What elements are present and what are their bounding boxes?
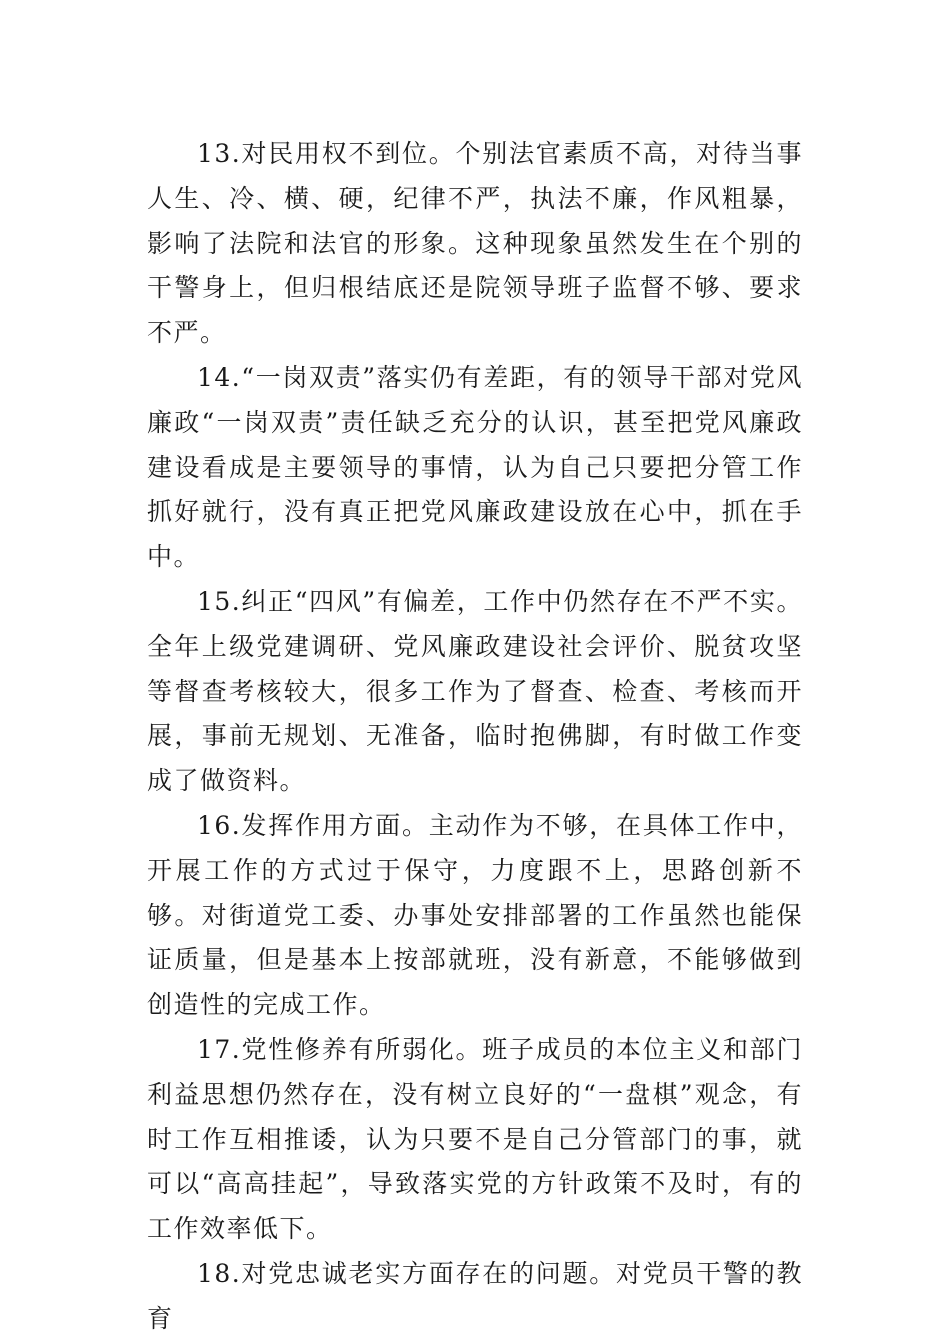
paragraph-14: 14.“一岗双责”落实仍有差距，有的领导干部对党风廉政“一岗双责”责任缺乏充分的认识，甚至把党风廉政建设看成是主要领导的事情，认为自己只要把分管工作抓好就行，没有真正把党风廉政建设放在心中，抓在手中。 (147, 362, 803, 572)
paragraph-18: 18.对党忠诚老实方面存在的问题。对党员干警的教育 (147, 1258, 803, 1333)
document-body (147, 132, 803, 1342)
paragraph-13: 13.对民用权不到位。个别法官素质不高，对待当事人生、冷、横、硬，纪律不严，执法不廉，作风粗暴，影响了法院和法官的形象。这种现象虽然发生在个别的干警身上，但归根结底还是院领导班子监督不够、要求不严。 (147, 139, 803, 348)
paragraph-16: 16.发挥作用方面。主动作为不够，在具体工作中，开展工作的方式过于保守，力度跟不上，思路创新不够。对街道党工委、办事处安排部署的工作虽然也能保证质量，但是基本上按部就班，没有新意，不能够做到创造性的完成工作。 (147, 810, 803, 1020)
paragraph-17: 17.党性修养有所弱化。班子成员的本位主义和部门利益思想仍然存在，没有树立良好的“一盘棋”观念，有时工作互相推诿，认为只要不是自己分管部门的事，就可以“高高挂起”，导致落实党的方针政策不及时，有的工作效率低下。 (147, 1034, 803, 1244)
paragraph-15: 15.纠正“四风”有偏差，工作中仍然存在不严不实。全年上级党建调研、党风廉政建设社会评价、脱贫攻坚等督查考核较大，很多工作为了督查、检查、考核而开展，事前无规划、无准备，临时抱佛脚，有时做工作变成了做资料。 (147, 586, 803, 796)
